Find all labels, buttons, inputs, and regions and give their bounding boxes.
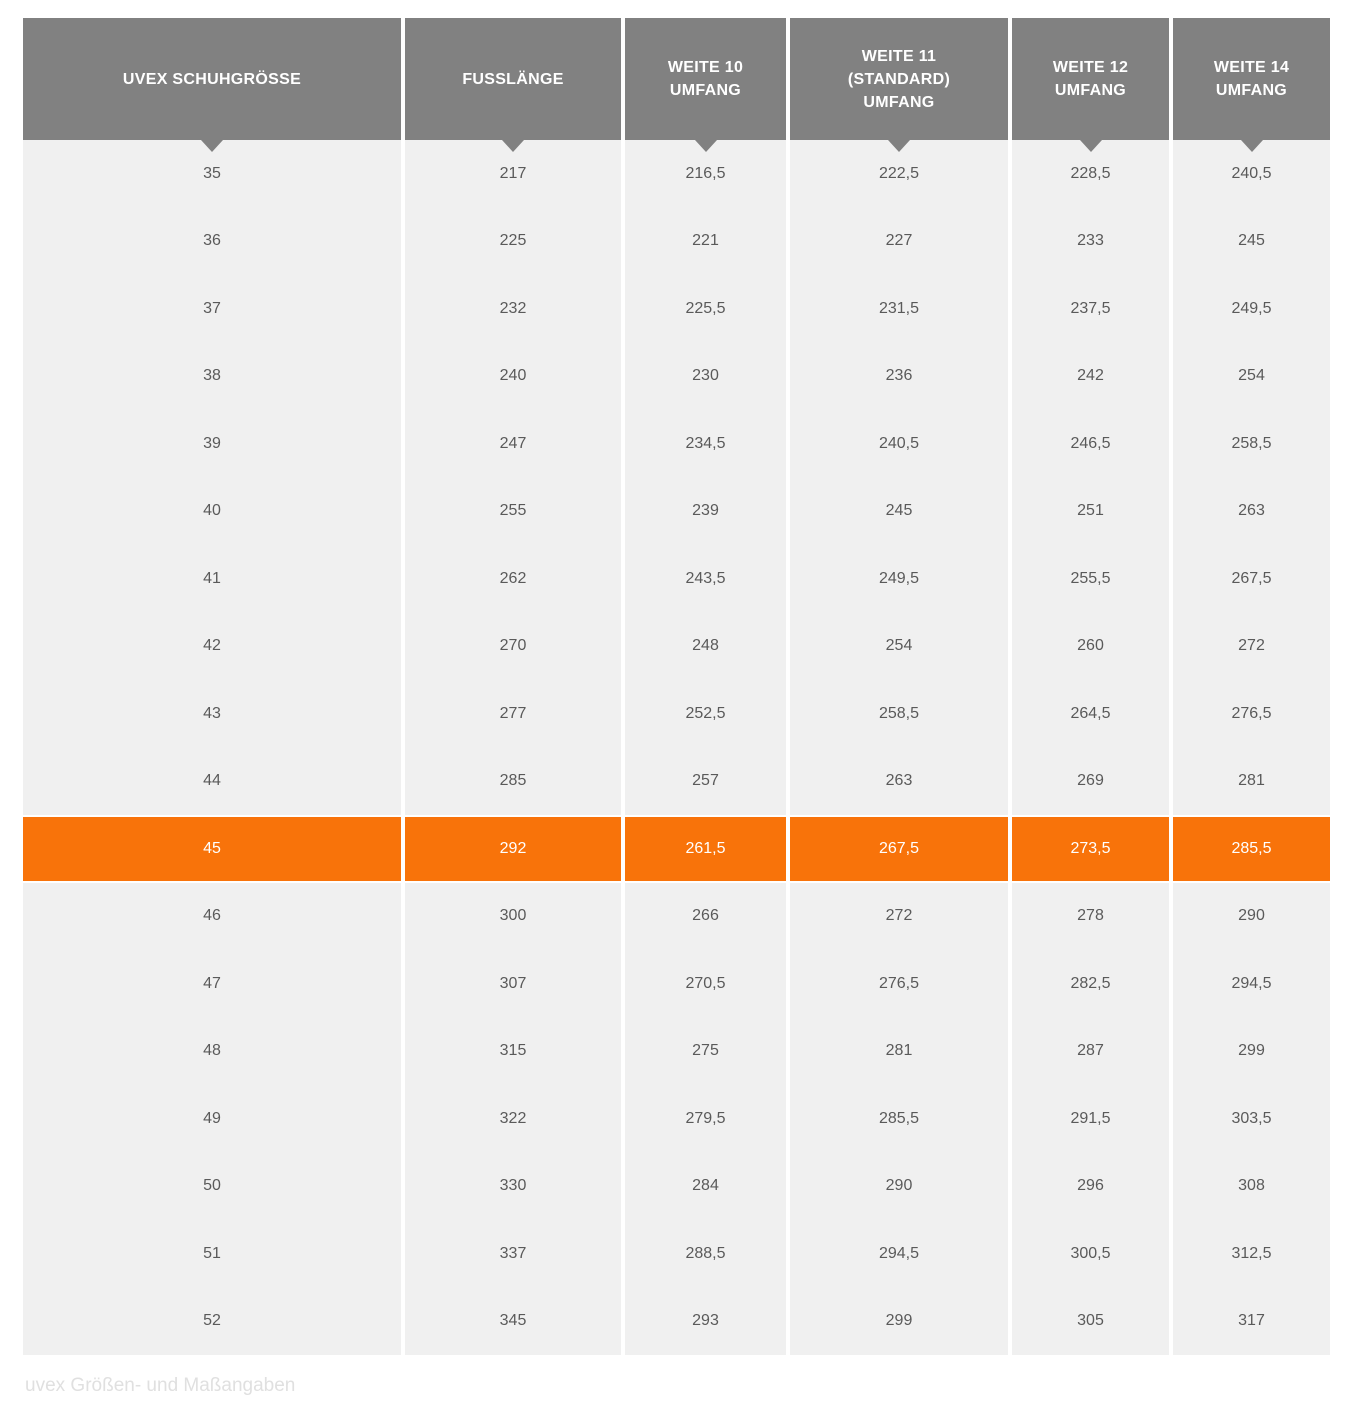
table-cell: 221 bbox=[625, 208, 786, 276]
table-cell: 222,5 bbox=[790, 140, 1008, 208]
table-cell: 299 bbox=[790, 1288, 1008, 1356]
column-header-label bbox=[668, 56, 743, 102]
table-cell: 245 bbox=[790, 478, 1008, 546]
table-cell: 276,5 bbox=[790, 950, 1008, 1018]
table-cell: 240 bbox=[405, 343, 621, 411]
table-cell: 40 bbox=[23, 478, 401, 546]
table-cell: 275 bbox=[625, 1018, 786, 1086]
table-cell: 287 bbox=[1012, 1018, 1169, 1086]
table-row[interactable] bbox=[23, 478, 1330, 546]
table-cell: 260 bbox=[1012, 613, 1169, 681]
table-cell: 51 bbox=[23, 1220, 401, 1288]
table-cell: 277 bbox=[405, 680, 621, 748]
table-cell: 307 bbox=[405, 950, 621, 1018]
table-cell: 285,5 bbox=[1173, 815, 1330, 883]
column-header-weite-12-umfang bbox=[1012, 18, 1169, 140]
column-header-label bbox=[848, 45, 950, 114]
table-cell: 216,5 bbox=[625, 140, 786, 208]
table-row[interactable] bbox=[23, 410, 1330, 478]
table-caption: uvex Größen- und Maßangaben bbox=[25, 1375, 296, 1396]
table-row[interactable] bbox=[23, 613, 1330, 681]
size-table bbox=[23, 18, 1330, 1355]
header-line: UVEX SCHUHGRÖSSE bbox=[122, 70, 302, 88]
table-cell: 247 bbox=[405, 410, 621, 478]
table-cell: 292 bbox=[405, 815, 621, 883]
column-header-label bbox=[123, 68, 301, 91]
table-cell: 227 bbox=[790, 208, 1008, 276]
table-row[interactable] bbox=[23, 275, 1330, 343]
table-cell: 276,5 bbox=[1173, 680, 1330, 748]
header-line: WEITE 10 bbox=[667, 59, 744, 76]
table-row-highlighted[interactable] bbox=[23, 815, 1330, 883]
table-cell: 263 bbox=[790, 748, 1008, 816]
table-cell: 312,5 bbox=[1173, 1220, 1330, 1288]
column-header-label bbox=[1053, 56, 1128, 102]
header-line: UMFANG bbox=[1054, 82, 1127, 99]
table-cell: 278 bbox=[1012, 883, 1169, 951]
table-cell: 317 bbox=[1173, 1288, 1330, 1356]
table-row[interactable] bbox=[23, 680, 1330, 748]
table-row[interactable] bbox=[23, 950, 1330, 1018]
table-body bbox=[23, 140, 1330, 1355]
table-cell: 246,5 bbox=[1012, 410, 1169, 478]
column-header-weite-14-umfang bbox=[1173, 18, 1330, 140]
table-row[interactable] bbox=[23, 343, 1330, 411]
table-cell: 257 bbox=[625, 748, 786, 816]
table-cell: 293 bbox=[625, 1288, 786, 1356]
triangle-down-icon bbox=[1241, 140, 1263, 152]
table-header-row bbox=[23, 18, 1330, 140]
table-cell: 252,5 bbox=[625, 680, 786, 748]
table-cell: 242 bbox=[1012, 343, 1169, 411]
table-row[interactable] bbox=[23, 1085, 1330, 1153]
table-cell: 299 bbox=[1173, 1018, 1330, 1086]
table-cell: 281 bbox=[790, 1018, 1008, 1086]
column-header-label bbox=[462, 68, 563, 91]
header-line: WEITE 12 bbox=[1052, 59, 1129, 76]
table-cell: 228,5 bbox=[1012, 140, 1169, 208]
table-cell: 288,5 bbox=[625, 1220, 786, 1288]
header-line: WEITE 14 bbox=[1213, 59, 1290, 76]
table-cell: 290 bbox=[1173, 883, 1330, 951]
table-cell: 43 bbox=[23, 680, 401, 748]
table-cell: 47 bbox=[23, 950, 401, 1018]
table-cell: 261,5 bbox=[625, 815, 786, 883]
table-cell: 285 bbox=[405, 748, 621, 816]
table-cell: 240,5 bbox=[790, 410, 1008, 478]
column-header-weite-11-standard-umfang bbox=[790, 18, 1008, 140]
table-cell: 266 bbox=[625, 883, 786, 951]
table-cell: 254 bbox=[1173, 343, 1330, 411]
table-cell: 281 bbox=[1173, 748, 1330, 816]
header-line: WEITE 11 bbox=[861, 47, 937, 65]
table-cell: 233 bbox=[1012, 208, 1169, 276]
table-cell: 296 bbox=[1012, 1153, 1169, 1221]
header-line: UMFANG bbox=[863, 93, 935, 111]
table-row[interactable] bbox=[23, 1018, 1330, 1086]
header-line: UMFANG bbox=[669, 82, 742, 99]
table-cell: 272 bbox=[790, 883, 1008, 951]
column-header-uvex-schuhgroesse bbox=[23, 18, 401, 140]
table-cell: 41 bbox=[23, 545, 401, 613]
table-cell: 273,5 bbox=[1012, 815, 1169, 883]
table-cell: 303,5 bbox=[1173, 1085, 1330, 1153]
table-cell: 245 bbox=[1173, 208, 1330, 276]
triangle-down-icon bbox=[1080, 140, 1102, 152]
table-cell: 45 bbox=[23, 815, 401, 883]
table-row[interactable] bbox=[23, 1220, 1330, 1288]
table-cell: 234,5 bbox=[625, 410, 786, 478]
table-cell: 290 bbox=[790, 1153, 1008, 1221]
table-cell: 308 bbox=[1173, 1153, 1330, 1221]
table-row[interactable] bbox=[23, 748, 1330, 816]
header-line: (STANDARD) bbox=[847, 70, 951, 88]
table-cell: 282,5 bbox=[1012, 950, 1169, 1018]
table-cell: 230 bbox=[625, 343, 786, 411]
triangle-down-icon bbox=[502, 140, 524, 152]
table-cell: 243,5 bbox=[625, 545, 786, 613]
table-cell: 255 bbox=[405, 478, 621, 546]
table-cell: 231,5 bbox=[790, 275, 1008, 343]
table-cell: 258,5 bbox=[790, 680, 1008, 748]
table-cell: 279,5 bbox=[625, 1085, 786, 1153]
table-cell: 232 bbox=[405, 275, 621, 343]
table-cell: 42 bbox=[23, 613, 401, 681]
table-cell: 263 bbox=[1173, 478, 1330, 546]
table-cell: 237,5 bbox=[1012, 275, 1169, 343]
triangle-down-icon bbox=[201, 140, 223, 152]
table-cell: 267,5 bbox=[1173, 545, 1330, 613]
table-cell: 50 bbox=[23, 1153, 401, 1221]
table-row[interactable] bbox=[23, 1288, 1330, 1356]
table-cell: 284 bbox=[625, 1153, 786, 1221]
table-row[interactable] bbox=[23, 208, 1330, 276]
table-cell: 322 bbox=[405, 1085, 621, 1153]
table-cell: 254 bbox=[790, 613, 1008, 681]
table-cell: 330 bbox=[405, 1153, 621, 1221]
table-cell: 294,5 bbox=[790, 1220, 1008, 1288]
table-cell: 294,5 bbox=[1173, 950, 1330, 1018]
table-cell: 345 bbox=[405, 1288, 621, 1356]
column-header-weite-10-umfang bbox=[625, 18, 786, 140]
table-cell: 300 bbox=[405, 883, 621, 951]
table-cell: 272 bbox=[1173, 613, 1330, 681]
table-cell: 315 bbox=[405, 1018, 621, 1086]
header-line: UMFANG bbox=[1215, 82, 1288, 99]
table-cell: 236 bbox=[790, 343, 1008, 411]
table-cell: 270 bbox=[405, 613, 621, 681]
table-cell: 39 bbox=[23, 410, 401, 478]
table-cell: 48 bbox=[23, 1018, 401, 1086]
table-cell: 225 bbox=[405, 208, 621, 276]
triangle-down-icon bbox=[888, 140, 910, 152]
table-cell: 337 bbox=[405, 1220, 621, 1288]
table-cell: 267,5 bbox=[790, 815, 1008, 883]
table-cell: 270,5 bbox=[625, 950, 786, 1018]
table-row[interactable] bbox=[23, 883, 1330, 951]
table-cell: 269 bbox=[1012, 748, 1169, 816]
header-line: FUSSLÄNGE bbox=[462, 70, 564, 88]
table-cell: 264,5 bbox=[1012, 680, 1169, 748]
table-cell: 46 bbox=[23, 883, 401, 951]
table-cell: 249,5 bbox=[790, 545, 1008, 613]
table-cell: 240,5 bbox=[1173, 140, 1330, 208]
table-cell: 255,5 bbox=[1012, 545, 1169, 613]
table-cell: 52 bbox=[23, 1288, 401, 1356]
table-row[interactable] bbox=[23, 1153, 1330, 1221]
table-cell: 249,5 bbox=[1173, 275, 1330, 343]
table-cell: 44 bbox=[23, 748, 401, 816]
table-cell: 305 bbox=[1012, 1288, 1169, 1356]
column-header-fusslaenge bbox=[405, 18, 621, 140]
table-cell: 248 bbox=[625, 613, 786, 681]
table-cell: 291,5 bbox=[1012, 1085, 1169, 1153]
table-cell: 35 bbox=[23, 140, 401, 208]
table-cell: 49 bbox=[23, 1085, 401, 1153]
table-cell: 36 bbox=[23, 208, 401, 276]
triangle-down-icon bbox=[695, 140, 717, 152]
table-cell: 38 bbox=[23, 343, 401, 411]
column-header-label bbox=[1214, 56, 1289, 102]
table-row[interactable] bbox=[23, 545, 1330, 613]
table-cell: 251 bbox=[1012, 478, 1169, 546]
table-cell: 217 bbox=[405, 140, 621, 208]
table-cell: 285,5 bbox=[790, 1085, 1008, 1153]
table-cell: 225,5 bbox=[625, 275, 786, 343]
table-cell: 300,5 bbox=[1012, 1220, 1169, 1288]
table-cell: 262 bbox=[405, 545, 621, 613]
table-cell: 239 bbox=[625, 478, 786, 546]
table-cell: 258,5 bbox=[1173, 410, 1330, 478]
table-cell: 37 bbox=[23, 275, 401, 343]
